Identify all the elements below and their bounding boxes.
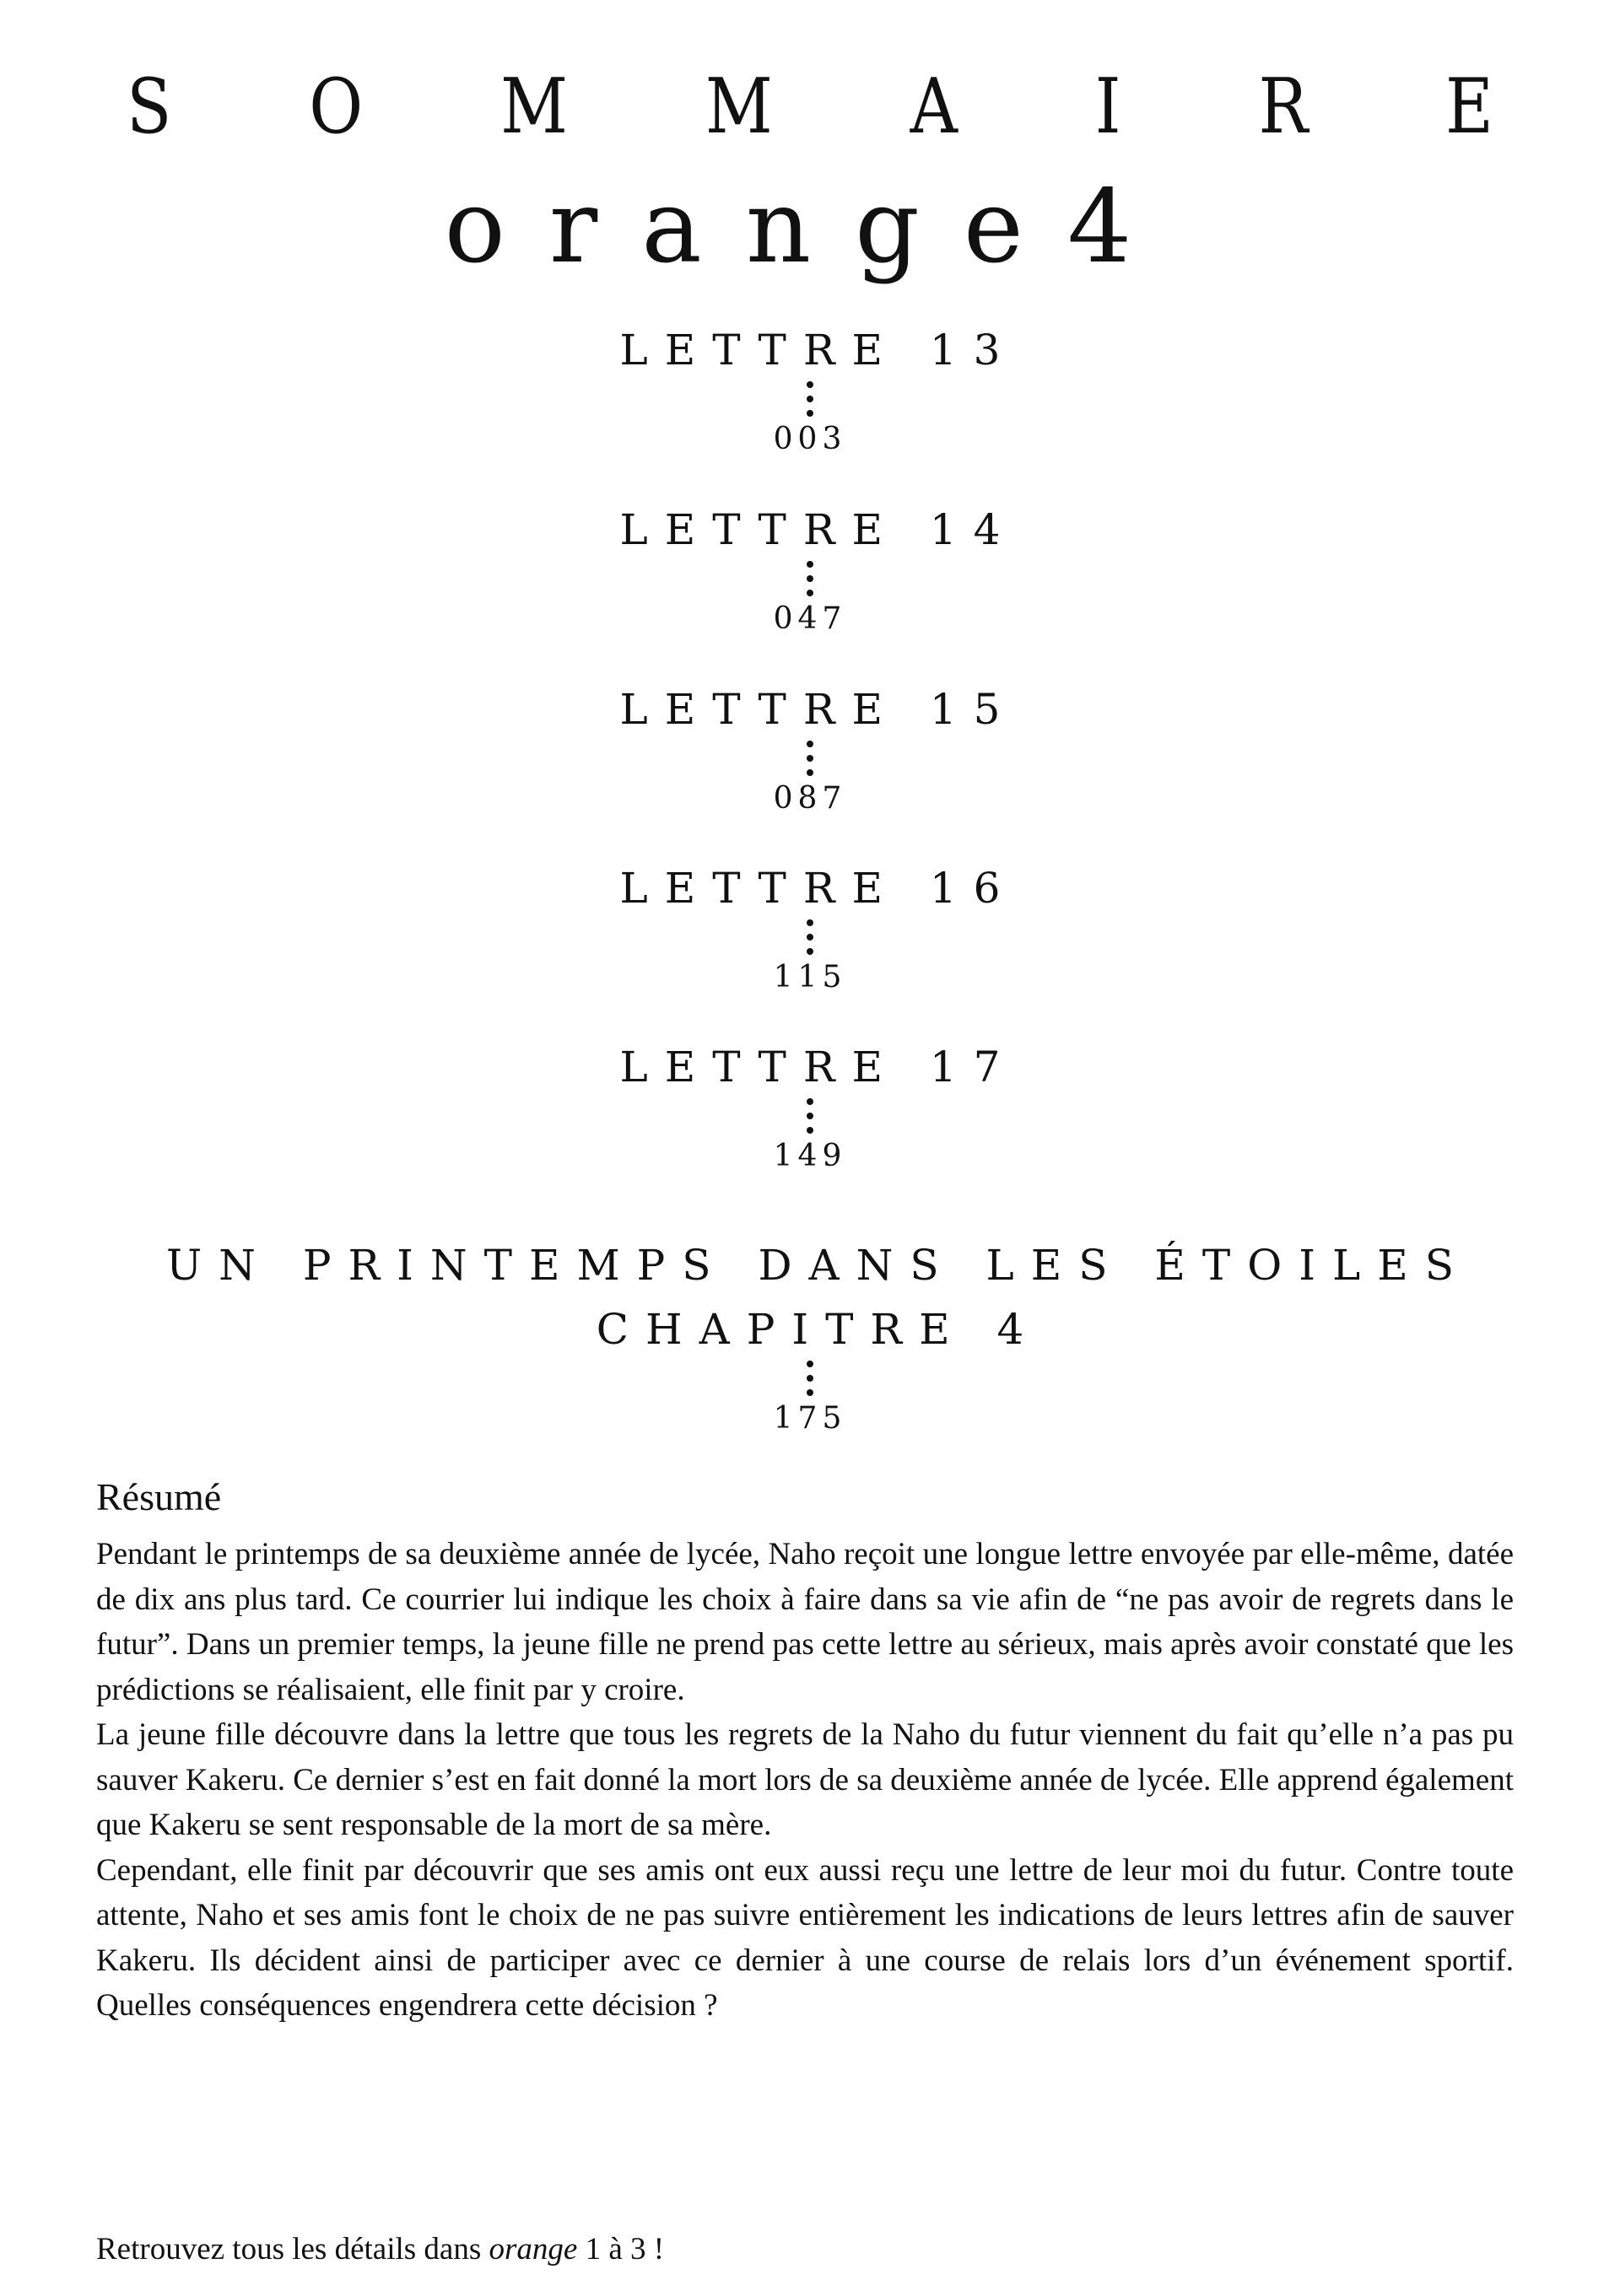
closing-text: Retrouvez tous les détails dans [96, 2232, 489, 2266]
toc-entry-page: 047 [773, 601, 847, 636]
toc-entry[interactable] [0, 326, 1620, 456]
toc-entry-label: LETTRE 16 [619, 864, 1018, 913]
dotted-leader [805, 381, 815, 417]
book-name: orange [444, 169, 1067, 286]
toc-entry[interactable] [0, 864, 1620, 994]
dotted-leader [805, 1098, 815, 1134]
toc-entry-label: LETTRE 17 [619, 1043, 1018, 1091]
closing-book-title: orange [489, 2232, 578, 2266]
summary-paragraph: La jeune fille découvre dans la lettre que tous les regrets de la Naho du futur viennent du fait qu’elle n’a pas pu sauver Kakeru. Ce dernier s’est en fait donné la mort lors de sa deuxième année de lycée. Elle apprend également que Kakeru se sent responsable de la mort de sa mère. [96, 1717, 1514, 1842]
bonus-chapter: CHAPITRE 4 [596, 1305, 1041, 1354]
sommaire-letter: O [309, 63, 364, 151]
sommaire-letter: E [1445, 63, 1493, 151]
summary-paragraph: Pendant le printemps de sa deuxième année de lycée, Naho reçoit une longue lettre envoyée par elle-même, datée de dix ans plus tard. Ce courrier lui indique les choix à faire dans sa vie afin de “ne pas avoir de regrets dans le futur”. Dans un premier temps, la jeune fille ne prend pas cette lettre au sérieux, mais après avoir constaté que les prédictions se réalisaient, elle finit par y croire. [96, 1537, 1514, 1707]
bonus-title: UN PRINTEMPS DANS LES ÉTOILES [166, 1241, 1471, 1290]
closing-text-end: 1 à 3 ! [577, 2232, 665, 2266]
toc-entry-page: 087 [773, 781, 847, 816]
sommaire-letter: I [1094, 63, 1121, 151]
dotted-leader [805, 741, 815, 776]
summary-section [96, 1475, 1514, 2029]
sommaire-letter: M [705, 63, 773, 151]
book-title [0, 169, 1620, 286]
toc-entry-page: 149 [773, 1139, 847, 1173]
toc-entry[interactable] [0, 1043, 1620, 1173]
volume-number: 4 [1066, 169, 1176, 286]
toc-entry[interactable] [0, 505, 1620, 636]
closing-line [96, 2234, 664, 2265]
toc-entry-label: LETTRE 13 [619, 326, 1018, 375]
toc-entry-page: 175 [773, 1401, 847, 1436]
toc-entry-page: 115 [773, 960, 847, 994]
toc-entry-bonus[interactable] [0, 1241, 1620, 1436]
dotted-leader [805, 919, 815, 955]
toc-entry-label: LETTRE 14 [619, 505, 1018, 554]
sommaire-heading [127, 63, 1493, 151]
toc-entry[interactable] [0, 685, 1620, 816]
summary-paragraph: Cependant, elle finit par découvrir que ses amis ont eux aussi reçu une lettre de leur moi du futur. Contre toute attente, Naho et ses amis font le choix de ne pas suivre entièrement les indications de leurs lettres afin de sauver Kakeru. Ils décident ainsi de participer avec ce dernier à une course de relais lors d’un événement sportif. Quelles conséquences engendrera cette décision ? [96, 1852, 1514, 2023]
sommaire-letter: M [500, 63, 568, 151]
sommaire-letter: R [1258, 63, 1309, 151]
sommaire-letter: S [127, 63, 172, 151]
dotted-leader [805, 561, 815, 596]
sommaire-letter: A [910, 63, 958, 151]
toc-entry-page: 003 [773, 422, 847, 456]
dotted-leader [805, 1361, 815, 1396]
toc-entry-label: LETTRE 15 [619, 685, 1018, 734]
summary-heading: Résumé [96, 1475, 222, 1518]
